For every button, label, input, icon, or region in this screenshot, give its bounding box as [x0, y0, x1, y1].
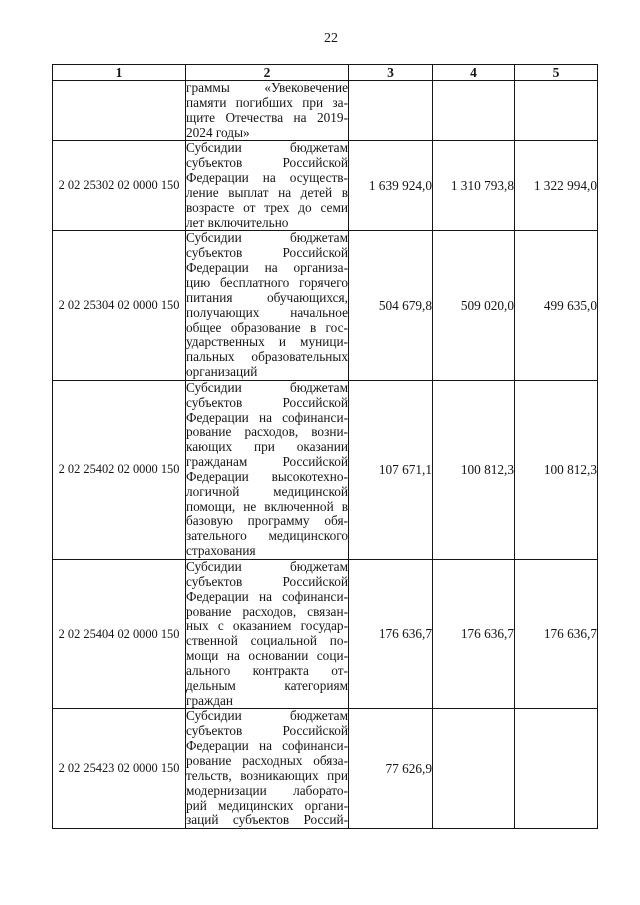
column-header-2: 2 [186, 65, 349, 81]
description-line: ударственных и муници- [186, 335, 348, 350]
description-line: логичной медицинской [186, 484, 348, 499]
amount-cell-col4: 509 020,0 [433, 231, 515, 380]
budget-code-cell: 2 02 25402 02 0000 150 [53, 380, 186, 559]
column-header-4: 4 [433, 65, 515, 81]
amount-cell-col5: 499 635,0 [515, 231, 598, 380]
column-header-3: 3 [349, 65, 433, 81]
amount-cell-col3: 504 679,8 [349, 231, 433, 380]
amount-cell-col3 [349, 81, 433, 141]
page-number: 22 [324, 31, 338, 46]
budget-code-cell: 2 02 25404 02 0000 150 [53, 560, 186, 709]
description-line: Федерации на софинанси- [186, 739, 348, 754]
budget-table-body [53, 65, 598, 829]
description-cell [186, 231, 349, 380]
description-line: заций субъектов Россий- [186, 813, 348, 828]
description-line: Субсидии бюджетам [186, 380, 348, 395]
description-line: ального контракта от- [186, 663, 348, 678]
description-cell [186, 709, 349, 829]
amount-cell-col5: 100 812,3 [515, 380, 598, 559]
description-line: ных с оказанием государ- [186, 619, 348, 634]
description-line: лет включительно [186, 215, 289, 230]
description-line: Субсидии бюджетам [186, 141, 348, 156]
amount-cell-col4: 1 310 793,8 [433, 141, 515, 231]
description-line: получающих начальное [186, 305, 348, 320]
description-line: помощи, не включенной в [186, 499, 348, 514]
description-line: Федерации на софинанси- [186, 589, 348, 604]
description-line: общее образование в гос- [186, 320, 348, 335]
description-line: Субсидии бюджетам [186, 560, 348, 574]
description-line: базовую программу обя- [186, 514, 348, 529]
amount-cell-col5: 176 636,7 [515, 560, 598, 709]
table-row [53, 380, 598, 559]
budget-code-cell: 2 02 25302 02 0000 150 [53, 141, 186, 231]
budget-code-cell: 2 02 25304 02 0000 150 [53, 231, 186, 380]
description-cell [186, 380, 349, 559]
description-line: зательного медицинского [186, 529, 348, 544]
description-line: граммы «Увековечение [186, 81, 348, 95]
description-line: щите Отечества на 2019- [186, 110, 348, 125]
description-line: Федерации высокотехно- [186, 469, 348, 484]
description-line: памяти погибших при за- [186, 95, 348, 110]
amount-cell-col3: 176 636,7 [349, 560, 433, 709]
description-line: модернизации лаборато- [186, 783, 348, 798]
amount-cell-col5 [515, 709, 598, 829]
description-line: граждан [186, 693, 233, 708]
description-line: рование расходных обяза- [186, 753, 348, 768]
description-line: ление выплат на детей в [186, 185, 348, 200]
description-cell [186, 81, 349, 141]
amount-cell-col3: 107 671,1 [349, 380, 433, 559]
amount-cell-col4 [433, 81, 515, 141]
description-line: организаций [186, 365, 258, 380]
description-line: ственной социальной по- [186, 634, 348, 649]
amount-cell-col3: 1 639 924,0 [349, 141, 433, 231]
amount-cell-col4: 176 636,7 [433, 560, 515, 709]
description-line: Федерации на организа- [186, 261, 348, 276]
description-line: цию бесплатного горячего [186, 275, 348, 290]
description-line: питания обучающихся, [186, 290, 348, 305]
description-line: рование расходов, связан- [186, 604, 348, 619]
description-line: гражданам Российской [186, 455, 348, 470]
description-line: возрасте от трех до семи [186, 200, 348, 215]
amount-cell-col4 [433, 709, 515, 829]
description-line: дельным категориям [186, 678, 348, 693]
description-line: страхования [186, 544, 256, 559]
description-line: Федерации на софинанси- [186, 410, 348, 425]
column-header-5: 5 [515, 65, 598, 81]
description-line: субъектов Российской [186, 574, 348, 589]
description-line: субъектов Российской [186, 395, 348, 410]
description-line: субъектов Российской [186, 156, 348, 171]
description-cell [186, 560, 349, 709]
table-row [53, 560, 598, 709]
description-line: рий медицинских органи- [186, 798, 348, 813]
amount-cell-col3: 77 626,9 [349, 709, 433, 829]
budget-table [52, 64, 598, 829]
description-line: кающих при оказании [186, 440, 348, 455]
description-line: мощи на основании соци- [186, 649, 348, 664]
column-header-1: 1 [53, 65, 186, 81]
amount-cell-col4: 100 812,3 [433, 380, 515, 559]
table-row [53, 709, 598, 829]
budget-code-cell [53, 81, 186, 141]
description-line: пальных образовательных [186, 350, 348, 365]
description-line: рование расходов, возни- [186, 425, 348, 440]
description-line: тельств, возникающих при [186, 768, 348, 783]
description-line: субъектов Российской [186, 724, 348, 739]
table-header-row [53, 65, 598, 81]
amount-cell-col5 [515, 81, 598, 141]
description-line: 2024 годы» [186, 125, 250, 140]
table-row [53, 81, 598, 141]
amount-cell-col5: 1 322 994,0 [515, 141, 598, 231]
description-line: Субсидии бюджетам [186, 709, 348, 724]
table-row [53, 231, 598, 380]
description-line: Субсидии бюджетам [186, 231, 348, 246]
description-line: субъектов Российской [186, 246, 348, 261]
budget-code-cell: 2 02 25423 02 0000 150 [53, 709, 186, 829]
description-line: Федерации на осуществ- [186, 171, 348, 186]
table-row [53, 141, 598, 231]
description-cell [186, 141, 349, 231]
